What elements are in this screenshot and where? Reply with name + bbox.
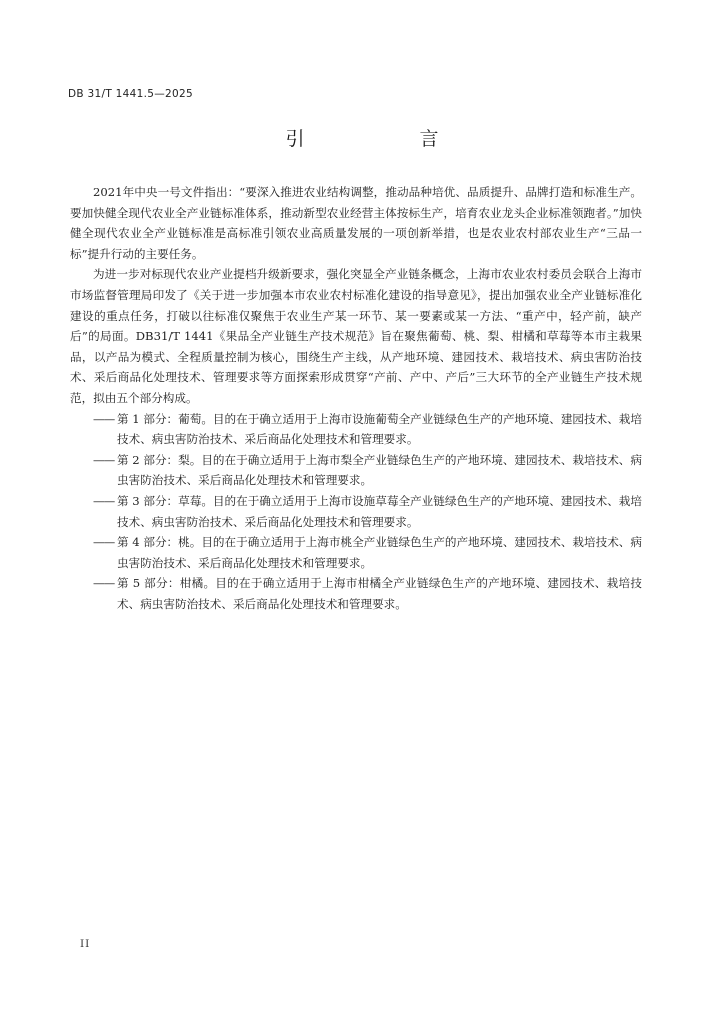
list-item-part-3 <box>70 491 642 532</box>
list-dash: —— <box>93 535 115 550</box>
document-body <box>70 182 642 614</box>
page-title: 引 言 <box>285 128 487 150</box>
standard-code: DB 31/T 1441.5—2025 <box>68 88 193 100</box>
parts-list <box>70 409 642 615</box>
part-text: 第 1 部分：葡萄。目的在于确立适用于上海市设施葡萄全产业链绿色生产的产地环境、建园技术、栽培技术、病虫害防治技术、采后商品化处理技术和管理要求。 <box>117 411 642 447</box>
list-dash: —— <box>93 452 115 467</box>
paragraph-policy: 2021年中央一号文件指出：“要深入推进农业结构调整，推动品种培优、品质提升、品牌打造和标准生产。要加快健全现代农业全产业链标准体系，推动新型农业经营主体按标生产，培育农业龙头企业标准领跑者。”加快健全现代农业全产业链标准是高标准引领农业高质量发展的一项创新举措，也是农业农村部农业生产“三品一标”提升行动的主要任务。 <box>70 185 642 261</box>
list-dash: —— <box>93 411 115 426</box>
list-item-part-5 <box>70 573 642 614</box>
part-text: 第 5 部分：柑橘。目的在于确立适用于上海市柑橘全产业链绿色生产的产地环境、建园技术、栽培技术、病虫害防治技术、采后商品化处理技术和管理要求。 <box>117 576 642 611</box>
list-dash: —— <box>93 493 115 508</box>
part-text: 第 2 部分：梨。目的在于确立适用于上海市梨全产业链绿色生产的产地环境、建园技术、栽培技术、病虫害防治技术、采后商品化处理技术和管理要求。 <box>117 452 642 488</box>
list-item-part-2 <box>70 450 642 491</box>
part-text: 第 3 部分：草莓。目的在于确立适用于上海市设施草莓全产业链绿色生产的产地环境、建园技术、栽培技术、病虫害防治技术、采后商品化处理技术和管理要求。 <box>117 493 642 529</box>
paragraph-standard-overview: 为进一步对标现代农业产业提档升级新要求，强化突显全产业链条概念，上海市农业农村委员会联合上海市市场监督管理局印发了《关于进一步加强本市农业农村标准化建设的指导意见》，提出加强农业全产业链标准化建设的重点任务，打破以往标准仅聚焦于农业生产某一环节、某一要素或某一方法、“重产中，轻产前，缺产后”的局面。DB31/T 1441《果品全产业链生产技术规范》旨在聚焦葡萄、桃、梨、柑橘和草莓等本市主栽果品，以产品为模式、全程质量控制为核心，围绕生产主线，从产地环境、建园技术、栽培技术、病虫害防治技术、采后商品化处理技术、管理要求等方面探索形成贯穿“产前、产中、产后”三大环节的全产业链生产技术规范，拟由五个部分构成。 <box>70 267 642 405</box>
list-item-part-4 <box>70 532 642 573</box>
part-text: 第 4 部分：桃。目的在于确立适用于上海市桃全产业链绿色生产的产地环境、建园技术、栽培技术、病虫害防治技术、采后商品化处理技术和管理要求。 <box>117 535 642 570</box>
page-number: II <box>80 938 91 950</box>
list-item-part-1 <box>70 409 642 450</box>
list-dash: —— <box>93 576 115 591</box>
